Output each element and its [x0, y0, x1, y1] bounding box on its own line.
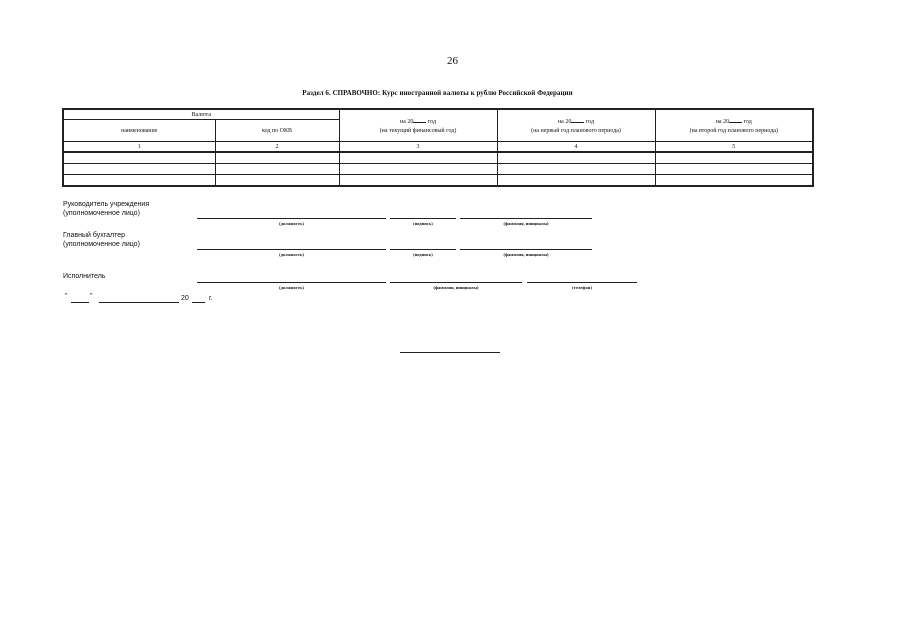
head-position-caption: (должность): [279, 221, 304, 226]
head-name-caption: (фамилия, инициалы): [503, 221, 549, 226]
period2-header: [497, 109, 655, 142]
table-cell[interactable]: [215, 164, 339, 175]
executor-phone-line[interactable]: [527, 282, 637, 283]
page-number: 26: [447, 55, 458, 67]
table-cell[interactable]: [339, 175, 497, 187]
executor-label: Исполнитель: [63, 273, 106, 280]
table-cell[interactable]: [63, 152, 215, 164]
table-cell[interactable]: [655, 152, 813, 164]
table-cell[interactable]: [497, 175, 655, 187]
table-row: [63, 164, 813, 175]
col-name-header: наименование: [63, 120, 215, 142]
accountant-signature-line[interactable]: [390, 249, 456, 250]
period1-prefix: на 20: [399, 118, 414, 125]
period2-suffix: год: [585, 118, 595, 125]
period2-note: (на первый год планового периода): [531, 127, 621, 134]
table-cell[interactable]: [215, 152, 339, 164]
period3-header: [655, 109, 813, 142]
column-number: 2: [215, 142, 339, 153]
accountant-label-line1: Главный бухгалтер: [63, 232, 125, 239]
table-cell[interactable]: [497, 164, 655, 175]
table-row: [63, 175, 813, 187]
exchange-rate-table: [62, 108, 814, 187]
date-quote-open: ": [65, 293, 68, 300]
head-name-line[interactable]: [460, 218, 592, 219]
head-signature-caption: (подпись): [413, 221, 433, 226]
date-day-line[interactable]: [71, 302, 89, 303]
head-label-line1: Руководитель учреждения: [63, 201, 150, 208]
period1-suffix: год: [427, 118, 437, 125]
table-cell[interactable]: [339, 164, 497, 175]
accountant-position-caption: (должность): [279, 252, 304, 257]
period3-suffix: год: [743, 118, 752, 125]
accountant-position-line[interactable]: [197, 249, 386, 250]
table-cell[interactable]: [63, 175, 215, 187]
accountant-label-line2: (уполномоченное лицо): [63, 241, 140, 248]
column-number: 3: [339, 142, 497, 153]
period3-note: (на второй год планового периода): [689, 127, 778, 134]
col-code-header: код по ОКВ: [215, 120, 339, 142]
column-number: 1: [63, 142, 215, 153]
date-year-prefix: 20: [181, 295, 189, 302]
table-cell[interactable]: [339, 152, 497, 164]
head-label: [63, 200, 149, 218]
date-year-suffix: г.: [209, 295, 213, 302]
table-cell[interactable]: [655, 164, 813, 175]
table-cell[interactable]: [655, 175, 813, 187]
table-cell[interactable]: [63, 164, 215, 175]
column-number: 4: [497, 142, 655, 153]
currency-group-header: Валюта: [63, 109, 339, 120]
period1-header: [339, 109, 497, 142]
head-signature-line[interactable]: [390, 218, 456, 219]
table-cell[interactable]: [215, 175, 339, 187]
head-position-line[interactable]: [197, 218, 386, 219]
table-row: [63, 152, 813, 164]
section-title: Раздел 6. СПРАВОЧНО: Курс иностранной валюты к рублю Российской Федерации: [302, 89, 573, 97]
accountant-label: [63, 231, 140, 249]
period3-prefix: на 20: [715, 118, 730, 125]
date-quote-close: ": [90, 293, 93, 300]
accountant-name-caption: (фамилия, инициалы): [503, 252, 549, 257]
date-year-line[interactable]: [192, 302, 205, 303]
accountant-name-line[interactable]: [460, 249, 592, 250]
table-cell[interactable]: [497, 152, 655, 164]
executor-position-caption: (должность): [279, 285, 304, 290]
period1-note: (на текущий финансовый год): [379, 127, 457, 134]
executor-name-line[interactable]: [390, 282, 522, 283]
column-number: 5: [655, 142, 813, 153]
period2-prefix: на 20: [557, 118, 572, 125]
end-rule: [400, 352, 500, 353]
executor-phone-caption: (телефон): [572, 285, 592, 290]
executor-name-caption: (фамилия, инициалы): [433, 285, 479, 290]
date-month-line[interactable]: [99, 302, 179, 303]
executor-position-line[interactable]: [197, 282, 386, 283]
accountant-signature-caption: (подпись): [413, 252, 433, 257]
head-label-line2: (уполномоченное лицо): [63, 210, 140, 217]
